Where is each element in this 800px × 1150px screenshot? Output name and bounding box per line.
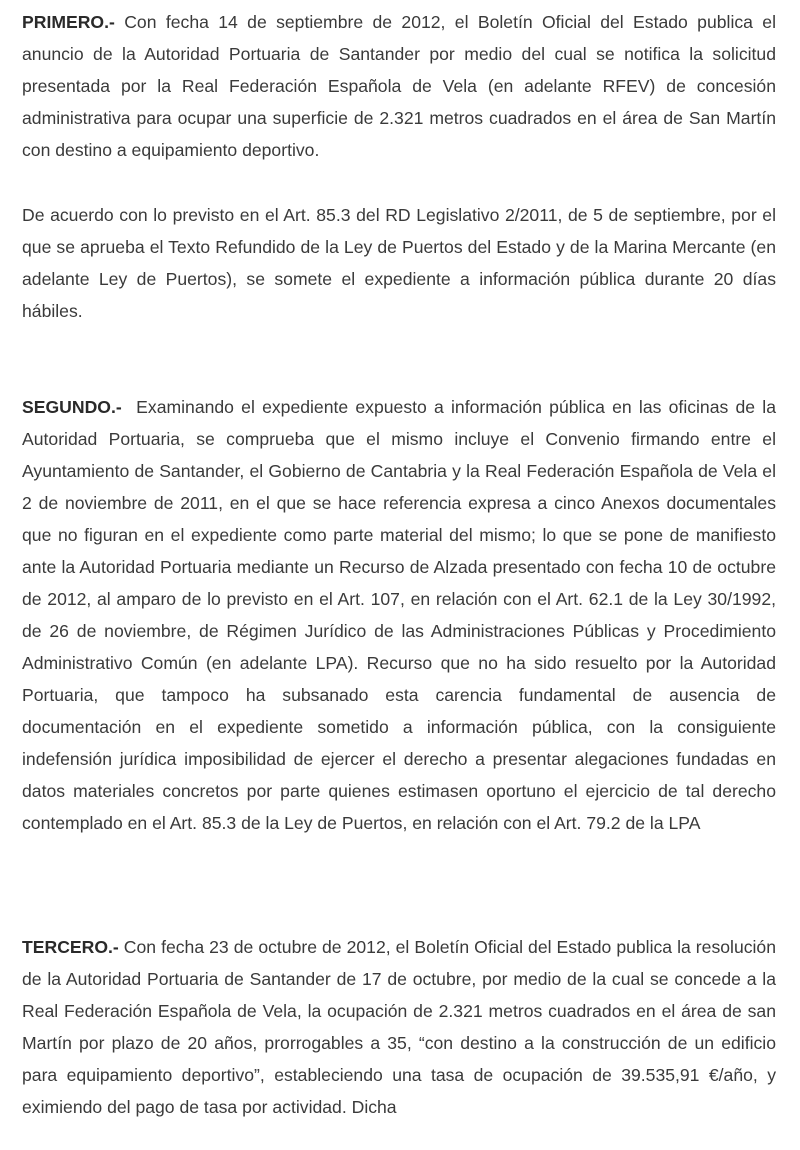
paragraph-text: Examinando el expediente expuesto a información pública en las oficinas de la Autoridad Portuaria, se comprueba que el mismo incluye el Convenio firmando entre el Ayuntamiento de Santander, el Gobierno de Cantabria y la Real Federación Española de Vela el 2 de noviembre de 2011, en el que se hace referencia expresa a cinco Anexos documentales que no figuran en el expediente como parte material del mismo; lo que se pone de manifiesto ante la Autoridad Portuaria mediante un Recurso de Alzada presentado con fecha 10 de octubre de 2012, al amparo de lo previsto en el Art. 107, en relación con el Art. 62.1 de la Ley 30/1992, de 26 de noviembre, de Régimen Jurídico de las Administraciones Públicas y Procedimiento Administrativo Común (en adelante LPA). Recurso que no ha sido resuelto por la Autoridad Portuaria, que tampoco ha subsanado esta carencia fundamental de ausencia de documentación en el expediente sometido a información pública, con la consiguiente indefensión jurídica imposibilidad de ejercer el derecho a presentar alegaciones fundadas en datos materiales concretos por parte quienes estimasen oportuno el ejercicio de tal derecho contemplado en el Art. 85.3 de la Ley de Puertos, en relación con el Art. 79.2 de la LPA	[22, 397, 776, 833]
paragraph-heading: PRIMERO.-	[22, 12, 115, 32]
paragraph-text: De acuerdo con lo previsto en el Art. 85.3 del RD Legislativo 2/2011, de 5 de septiembre, por el que se aprueba el Texto Refundido de la Ley de Puertos del Estado y de la Marina Mercante (en adelante Ley de Puertos), se somete el expediente a información pública durante 20 días hábiles.	[22, 205, 776, 321]
paragraph-heading: SEGUNDO.-	[22, 397, 122, 417]
paragraph-heading: TERCERO.-	[22, 937, 119, 957]
paragraph-primero	[22, 6, 776, 166]
paragraph-text: Con fecha 14 de septiembre de 2012, el Boletín Oficial del Estado publica el anuncio de la Autoridad Portuaria de Santander por medio del cual se notifica la solicitud presentada por la Real Federación Española de Vela (en adelante RFEV) de concesión administrativa para ocupar una superficie de 2.321 metros cuadrados en el área de San Martín con destino a equipamiento deportivo.	[22, 12, 776, 160]
paragraph-text: Con fecha 23 de octubre de 2012, el Boletín Oficial del Estado publica la resolución de la Autoridad Portuaria de Santander de 17 de octubre, por medio de la cual se concede a la Real Federación Española de Vela, la ocupación de 2.321 metros cuadrados en el área de san Martín por plazo de 20 años, prorrogables a 35, “con destino a la construcción de un edificio para equipamiento deportivo”, estableciendo una tasa de ocupación de 39.535,91 €/año, y eximiendo del pago de tasa por actividad. Dicha	[22, 937, 777, 1117]
paragraph-segundo	[22, 391, 776, 839]
paragraph-ley-de-puertos	[22, 199, 776, 327]
paragraph-tercero	[22, 931, 776, 1123]
